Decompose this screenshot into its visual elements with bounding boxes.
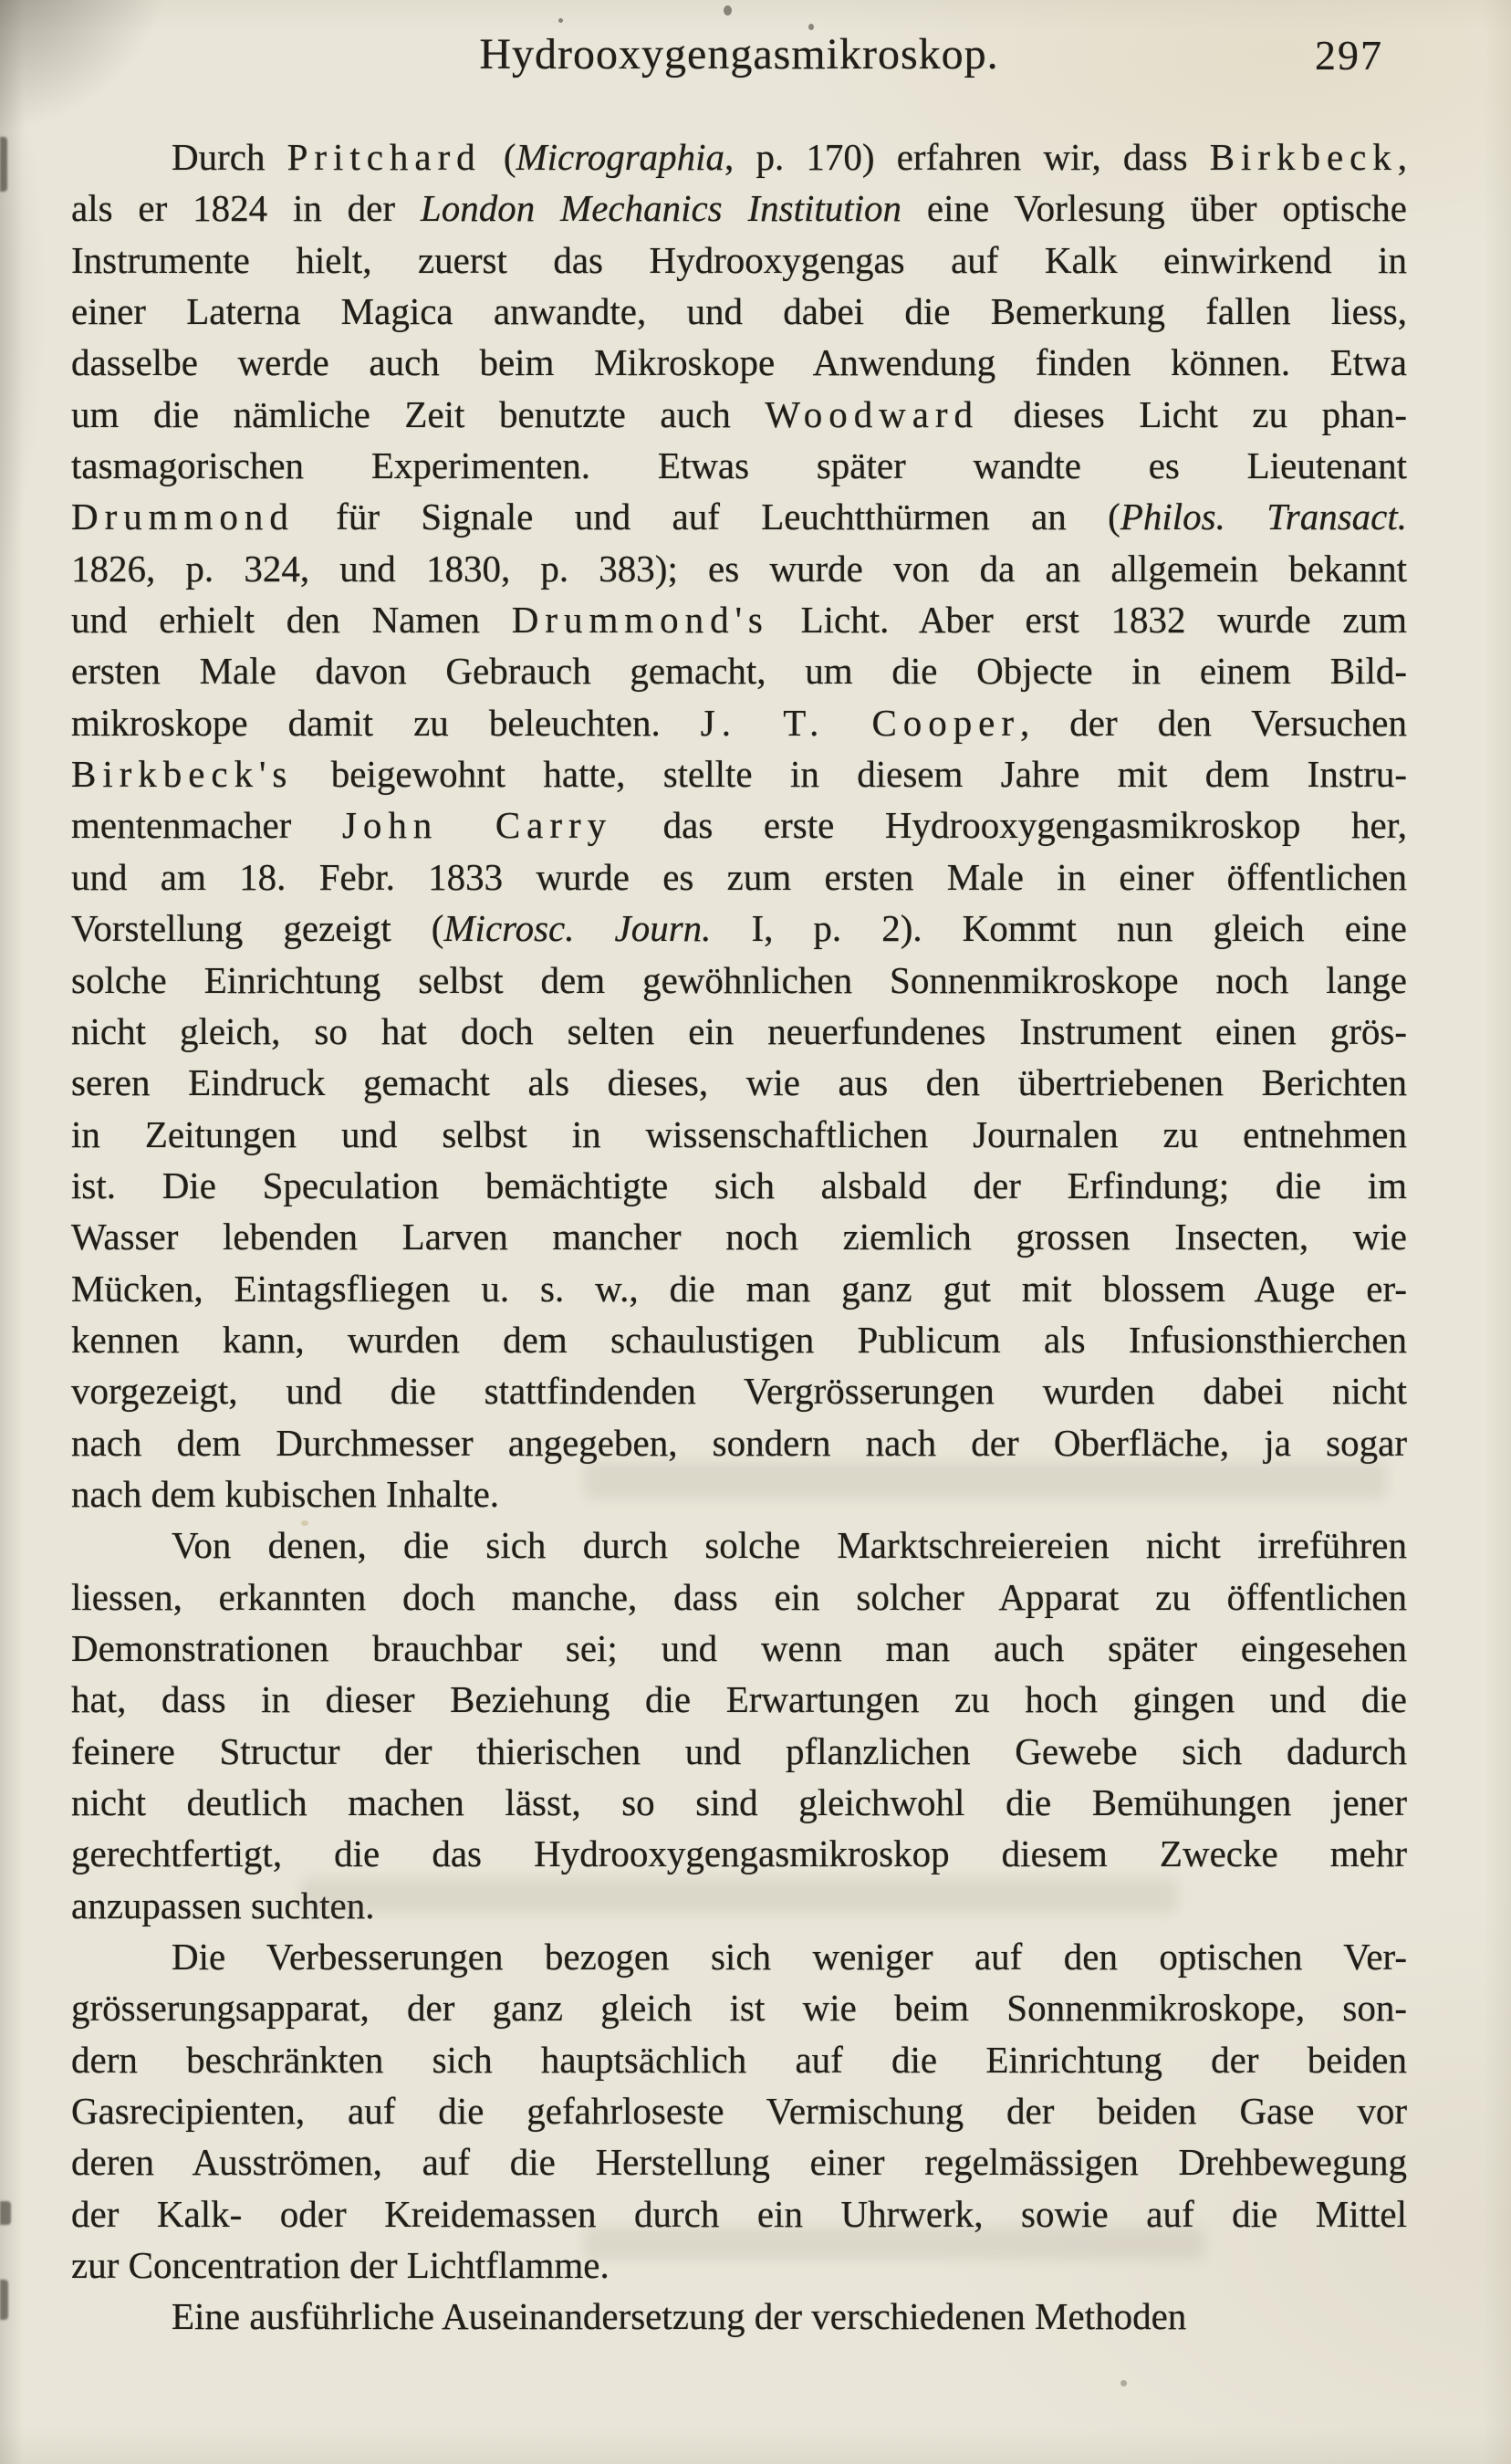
page-number: 297: [1315, 32, 1383, 78]
text-line: [71, 337, 1407, 388]
text-run: tasmagorischen Experimenten. Etwas später wandte es Lieutenant: [71, 444, 1407, 487]
text-run: deren Ausströmen, auf die Herstellung einer regelmässigen Drehbewegung: [71, 2141, 1407, 2184]
text-run: und am 18. Febr. 1833 wurde es zum ersten Male in einer öffentlichen: [71, 855, 1407, 898]
text-run: einer Laterna Magica anwandte, und dabei die Bemerkung fallen liess,: [71, 290, 1407, 333]
text-run: grösserungsapparat, der ganz gleich ist wie beim Sonnenmikroskope, son-: [71, 1987, 1407, 2030]
text-line: [71, 1109, 1407, 1160]
letterspaced-name: Birkbeck: [1209, 136, 1398, 178]
italic-text: Microsc. Journ.: [443, 907, 712, 950]
text-line: [71, 131, 1407, 183]
text-line: [71, 1726, 1407, 1777]
text-run: Durch: [172, 136, 287, 178]
letterspaced-name: Drummond's: [511, 599, 769, 642]
text-line: [71, 1160, 1407, 1211]
text-line: [71, 491, 1407, 542]
text-run: , p. 170) erfahren wir, dass: [724, 136, 1210, 178]
text-run: nicht gleich, so hat doch selten ein neuerfundenes Instrument einen grös-: [71, 1009, 1407, 1052]
text-run: eine Vorlesung über optische: [901, 187, 1407, 230]
text-run: Eine ausführliche Auseinandersetzung der verschiedenen Methoden: [172, 2295, 1187, 2338]
text-run: Vorstellung gezeigt (: [71, 907, 444, 950]
ink-bleedthrough-stain: [584, 2227, 1204, 2260]
text-run: dieses Licht zu phan-: [979, 392, 1407, 435]
text-run: Gasrecipienten, auf die gefahrloseste Vermischung der beiden Gase vor: [71, 2090, 1407, 2133]
italic-text: London Mechanics Institution: [420, 187, 902, 230]
paper-speck: [1120, 2380, 1127, 2386]
text-run: dern beschränkten sich hauptsächlich auf die Einrichtung der beiden: [71, 2038, 1407, 2081]
text-line: [71, 1417, 1407, 1468]
text-line: [71, 2136, 1407, 2187]
text-line: [71, 955, 1407, 1006]
ink-bleedthrough-stain: [584, 1462, 1387, 1498]
text-line: [71, 1314, 1407, 1365]
text-line: [71, 2291, 1407, 2342]
paper-speck: [808, 24, 814, 30]
text-run: nach dem Durchmesser angegeben, sondern nach der Oberfläche, ja sogar: [71, 1421, 1407, 1464]
text-line: [71, 543, 1407, 594]
text-line: [71, 697, 1407, 748]
paper-speck: [301, 1520, 308, 1526]
text-run: I, p. 2). Kommt nun gleich eine: [711, 907, 1407, 950]
text-line: [71, 1571, 1407, 1623]
text-run: (: [481, 136, 516, 178]
text-run: mikroskope damit zu beleuchten.: [71, 701, 701, 744]
text-run: feinere Structur der thierischen und pflanzlichen Gewebe sich dadurch: [71, 1729, 1407, 1772]
text-run: kennen kann, wurden dem schaulustigen Publicum als Infusionsthierchen: [71, 1318, 1407, 1361]
letterspaced-name: Birkbeck's: [71, 753, 294, 796]
text-line: [71, 440, 1407, 491]
text-run: liessen, erkannten doch manche, dass ein solcher Apparat zu öffentlichen: [71, 1575, 1407, 1618]
text-line: [71, 1777, 1407, 1828]
text-run: nach dem kubischen Inhalte.: [71, 1472, 500, 1515]
text-run: ,: [1397, 136, 1407, 178]
text-run: 1826, p. 324, und 1830, p. 383); es wurde von da an allgemein bekannt: [71, 547, 1407, 590]
text-line: [71, 799, 1407, 851]
paper-speck: [558, 18, 563, 23]
text-line: [71, 1828, 1407, 1879]
text-run: hat, dass in dieser Beziehung die Erwartungen zu hoch gingen und die: [71, 1678, 1407, 1721]
text-run: Licht. Aber erst 1832 wurde zum: [768, 599, 1407, 642]
binding-edge-mark: [0, 2201, 11, 2225]
text-run: um die nämliche Zeit benutzte auch: [71, 392, 766, 435]
text-line: [71, 903, 1407, 954]
text-line: [71, 851, 1407, 903]
paper-speck: [724, 5, 732, 16]
text-run: als er 1824 in der: [71, 187, 421, 230]
text-run: Wasser lebenden Larven mancher noch ziemlich grossen Insecten, wie: [71, 1216, 1407, 1258]
text-run: der Kalk- oder Kreidemassen durch ein Uhrwerk, sowie auf die Mittel: [71, 2192, 1407, 2235]
text-run: Mücken, Eintagsfliegen u. s. w., die man ganz gut mit blossem Auge er-: [71, 1267, 1407, 1310]
text-run: Demonstrationen brauchbar sei; und wenn man auch später eingesehen: [71, 1626, 1407, 1669]
text-line: [71, 1519, 1407, 1571]
letterspaced-name: Pritchard: [287, 136, 482, 178]
text-line: [71, 594, 1407, 645]
text-run: Instrumente hielt, zuerst das Hydrooxygengas auf Kalk einwirkend in: [71, 238, 1407, 281]
text-line: [71, 748, 1407, 799]
text-line: [71, 1982, 1407, 2033]
text-line: [71, 389, 1407, 440]
letterspaced-name: J. T. Cooper: [700, 701, 1020, 744]
letterspaced-name: Woodward: [765, 392, 980, 435]
text-line: [71, 1623, 1407, 1674]
text-run: seren Eindruck gemacht als dieses, wie aus den übertriebenen Berichten: [71, 1061, 1407, 1104]
text-line: [71, 1931, 1407, 1982]
text-run: beigewohnt hatte, stellte in diesem Jahre mit dem Instru-: [293, 753, 1407, 796]
text-line: [71, 1057, 1407, 1108]
ink-bleedthrough-stain: [301, 1878, 1177, 1913]
text-line: [71, 1365, 1407, 1416]
text-run: zur Concentration der Lichtflamme.: [71, 2244, 610, 2287]
binding-edge-mark: [0, 137, 7, 192]
text-run: ist. Die Speculation bemächtigte sich alsbald der Erfindung; die im: [71, 1164, 1407, 1206]
text-line: [71, 645, 1407, 696]
italic-text: Philos. Transact.: [1120, 496, 1407, 538]
text-run: nicht deutlich machen lässt, so sind gleichwohl die Bemühungen jener: [71, 1781, 1407, 1823]
text-run: anzupassen suchten.: [71, 1884, 375, 1926]
text-run: für Signale und auf Leuchtthürmen an (: [294, 496, 1120, 538]
text-run: ersten Male davon Gebrauch gemacht, um die Objecte in einem Bild-: [71, 650, 1407, 693]
text-run: und erhielt den Namen: [71, 599, 512, 642]
text-run: solche Einrichtung selbst dem gewöhnlichen Sonnenmikroskope noch lange: [71, 958, 1407, 1001]
page-body: [71, 131, 1407, 2343]
text-line: [71, 183, 1407, 234]
text-run: gerechtfertigt, die das Hydrooxygengasmikroskop diesem Zwecke mehr: [71, 1832, 1407, 1875]
page-header: [71, 26, 1407, 84]
text-run: Die Verbesserungen bezogen sich weniger auf den optischen Ver-: [172, 1936, 1407, 1979]
letterspaced-name: Drummond: [71, 496, 295, 538]
text-line: [71, 1211, 1407, 1262]
text-line: [71, 1006, 1407, 1057]
text-line: [71, 2085, 1407, 2136]
text-line: [71, 1674, 1407, 1725]
text-run: dasselbe werde auch beim Mikroskope Anwendung finden können. Etwa: [71, 341, 1407, 384]
text-line: [71, 286, 1407, 337]
text-run: das erste Hydrooxygengasmikroskop her,: [612, 804, 1408, 847]
binding-edge-mark: [0, 2280, 8, 2320]
text-run: Von denen, die sich durch solche Marktschreiereien nicht irreführen: [172, 1524, 1407, 1567]
text-line: [71, 1263, 1407, 1314]
letterspaced-name: John Carry: [341, 804, 613, 847]
text-line: [71, 235, 1407, 286]
text-run: mentenmacher: [71, 804, 342, 847]
text-run: vorgezeigt, und die stattfindenden Vergrösserungen wurden dabei nicht: [71, 1370, 1407, 1413]
page-title: Hydrooxygengasmikroskop.: [479, 30, 999, 78]
text-run: , der den Versuchen: [1019, 701, 1408, 744]
text-line: [71, 2034, 1407, 2085]
text-run: in Zeitungen und selbst in wissenschaftlichen Journalen zu entnehmen: [71, 1112, 1407, 1155]
italic-text: Micrographia: [516, 136, 725, 178]
